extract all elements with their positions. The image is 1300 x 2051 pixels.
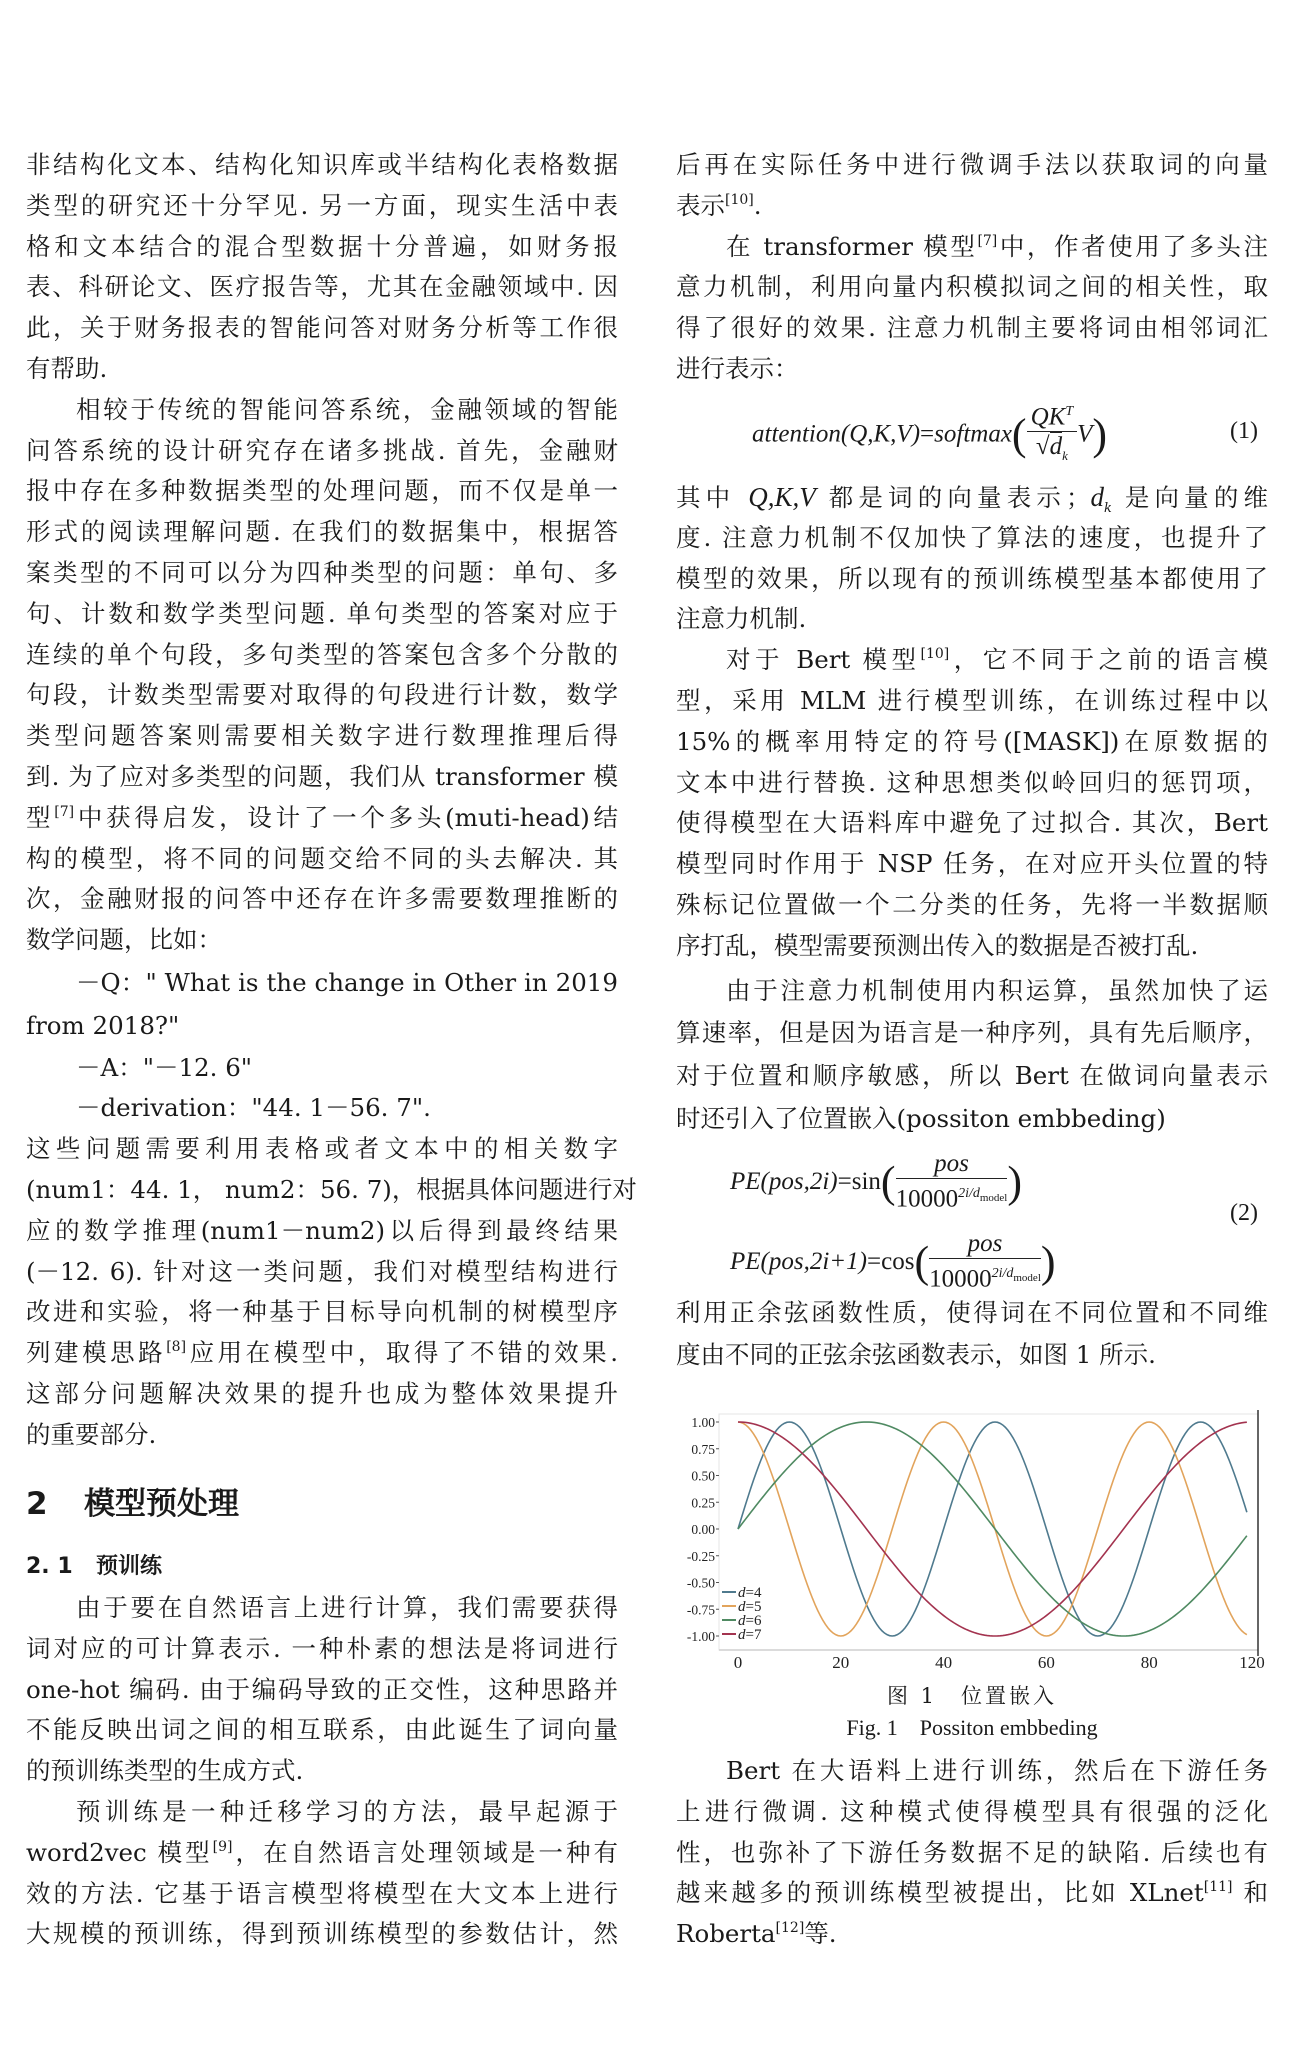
paragraph-line [676,1917,1268,1951]
paragraph-line: 句、计数和数学类型问题. 单句类型的答案对应于 [26,598,618,628]
paragraph-line: 类型的研究还十分罕见. 另一方面，现实生活中表 [26,190,618,220]
line-text: 对于 Bert 模型 [726,645,921,675]
paragraph-line [676,643,1268,677]
eq1-tail: V [1077,420,1093,448]
paragraph-line: 构的模型，将不同的问题交给不同的头去解决. 其 [26,843,618,873]
eq2-line2-fraction [929,1230,1041,1294]
eq2-line1-denominator [896,1179,1008,1214]
paragraph-line: 上进行微调. 这种模式使得模型具有很强的泛化 [676,1796,1268,1826]
example-question-line: －Q：" What is the change in Other in 2019 [76,968,618,997]
subsection-number: 2. 1 [26,1554,73,1579]
paragraph-line: 形式的阅读理解问题. 在我们的数据集中，根据答 [26,517,618,547]
eq2-line2-den-base: 10000 [929,1265,992,1293]
equation-2-line-2 [730,1230,1056,1294]
paragraph-line [26,1836,618,1870]
eq1-numerator [1027,398,1078,432]
y-tick-label: 0.25 [691,1495,715,1511]
paragraph-line: 15%的概率用特定的符号([MASK])在原数据的 [676,726,1268,756]
line-text: 都是词的向量表示； [815,483,1091,512]
paragraph-line: 性，也弥补了下游任务数据不足的缺陷. 后续也有 [676,1837,1268,1867]
example-question-line: from 2018?" [26,1010,180,1040]
paragraph-line: 型，采用 MLM 进行模型训练，在训练过程中以 [676,686,1268,715]
line-text: 是向量的维 [1111,483,1268,512]
paragraph-line: 预训练是一种迁移学习的方法，最早起源于 [76,1797,618,1826]
figure-caption-en: Fig. 1 Possiton embbeding [846,1715,1098,1740]
legend-label-var: d [738,1627,746,1643]
paragraph-line: (－12. 6). 针对这一类问题，我们对模型结构进行 [26,1256,618,1286]
paragraph-line: 类型问题答案则需要相关数字进行数理推理后得 [26,721,618,751]
paragraph-line: 问答系统的设计研究存在诸多挑战. 首先，金融财 [26,435,618,465]
legend-label-var: d [738,1599,746,1615]
paragraph-line: 次，金融财报的问答中还存在许多需要数理推断的 [26,884,618,914]
paragraph-line [26,801,618,835]
eq1-right-paren: ) [1092,410,1108,460]
legend-label-value: =6 [745,1613,762,1629]
legend-label-value: =5 [745,1599,762,1615]
paragraph-line: 案类型的不同可以分为四种类型的问题：单句、多 [26,558,618,587]
paragraph-line: 后再在实际任务中进行微调手法以获取词的向量 [676,150,1268,179]
y-tick-label: -0.50 [686,1575,715,1591]
y-tick-label: 0.00 [691,1522,715,1537]
eq2-line1-numerator: pos [896,1150,1008,1179]
eq1-num-text: QK [1030,403,1066,431]
paragraph-line: 度. 注意力机制不仅加快了算法的速度，也提升了 [676,522,1268,552]
eq2-line2-left-paren: ( [914,1237,930,1287]
line-text: 应用在模型中，取得了不错的效果. [186,1338,619,1368]
eq1-lhs: attention(Q,K,V) [752,420,921,448]
line-text: Roberta [676,1919,776,1949]
eq2-line1-right-paren: ) [1007,1157,1022,1207]
eq2-line2-fn: =cos [867,1248,915,1276]
paragraph-line: 由于要在自然语言上进行计算，我们需要获得 [76,1593,618,1622]
line-text: word2vec 模型 [26,1837,213,1867]
paragraph-line: 对于位置和顺序敏感，所以 Bert 在做词向量表示 [676,1061,1268,1091]
citation-ref: [10] [920,646,950,663]
citation-ref: [7] [54,803,75,820]
paragraph-line: 报中存在多种数据类型的处理问题，而不仅是单一 [26,476,618,506]
y-tick-label: -0.25 [686,1548,715,1564]
paragraph-line: 使得模型在大语料库中避免了过拟合. 其次，Bert [676,808,1268,838]
paragraph-line: 这部分问题解决效果的提升也成为整体效果提升 [26,1379,618,1408]
eq2-line1-lhs: PE(pos,2i) [730,1168,838,1196]
figure-caption-cn: 图 1 位置嵌入 [886,1684,1058,1708]
legend-label [738,1627,762,1643]
line-text: 其中 [676,483,749,512]
line-text: 型 [26,802,55,832]
paragraph-line: 格和文本结合的混合型数据十分普遍，如财务报 [26,231,618,261]
math-d: d [1090,482,1105,512]
equation-2-number: (2) [1230,1200,1258,1226]
citation-ref: [10] [725,191,754,208]
math-d-sub: k [1104,500,1112,516]
paragraph-line [676,230,1268,264]
citation-ref: [7] [977,232,998,249]
line-text: 在 transformer 模型 [726,231,978,261]
paragraph-line: 的重要部分. [26,1419,157,1449]
paragraph-line: 有帮助. [26,354,108,383]
line-text: 和 [1232,1878,1268,1908]
eq2-line1-den-base: 10000 [895,1185,959,1213]
eq2-line2-lhs: PE(pos,2i+1) [730,1248,867,1276]
paragraph-line: 数学问题，比如： [26,925,222,955]
paragraph-line: 此，关于财务报表的智能问答对财务分析等工作很 [26,313,618,343]
citation-ref: [11] [1203,1879,1233,1896]
paragraph-line: 模型同时作用于 NSP 任务，在对应开头位置的特 [676,849,1268,879]
eq1-num-sup: T [1065,404,1074,419]
eq2-line1-den-exp-sub: model [979,1191,1008,1204]
eq2-line2-den-exp-text: 2i/d [991,1266,1014,1281]
line-text: 中，作者使用了多头注 [997,231,1268,261]
math-qkv: Q,K,V [748,482,816,512]
citation-ref: [8] [166,1339,187,1356]
line-text: 表示 [676,190,725,220]
eq2-line1-den-exp [958,1186,1008,1204]
eq1-den-text: d [1049,433,1063,461]
y-tick-label: -0.75 [686,1602,715,1618]
equation-1-number: (1) [1230,418,1258,444]
paragraph-line: 进行表示： [676,354,799,383]
paragraph-line: 不能反映出词之间的相互联系，由此诞生了词向量 [26,1715,618,1745]
y-tick-label: 0.75 [691,1441,715,1457]
position-embedding-chart [676,1400,1276,1680]
eq1-equals: = [920,420,935,448]
paragraph-line: 词对应的可计算表示. 一种朴素的想法是将词进行 [26,1633,618,1663]
section-heading [26,1482,239,1526]
paragraph-line: 句段，计数类型需要对取得的句段进行计数，数学 [26,680,618,710]
line-text: 列建模思路 [26,1338,167,1368]
paragraph-line: 改进和实验，将一种基于目标导向机制的树模型序 [26,1297,618,1327]
paragraph-line: 得了很好的效果. 注意力机制主要将词由相邻词汇 [676,313,1268,343]
paragraph-line: (num1：44. 1， num2：56. 7)，根据具体问题进行对 [26,1175,637,1204]
equation-1 [752,398,1107,470]
eq2-line1-fraction [896,1150,1008,1214]
paragraph-line: 意力机制，利用向量内积模拟词之间的相关性，取 [676,272,1268,302]
citation-ref: [12] [775,1920,805,1937]
line-text: 等. [804,1919,837,1949]
paragraph-line: 序打乱，模型需要预测出传入的数据是否被打乱. [676,930,1199,960]
eq1-den-sub: k [1062,448,1068,464]
eq2-line2-den-exp-sub: model [1013,1271,1041,1284]
citation-ref: [9] [212,1838,233,1855]
y-tick-label: 0.50 [691,1468,715,1484]
y-tick-label: -1.00 [686,1629,715,1644]
eq2-line2-den-exp [991,1266,1041,1284]
paragraph-line: 相较于传统的智能问答系统，金融领域的智能 [76,394,618,424]
paragraph-line [676,189,1268,223]
paragraph-line: 连续的单个句段，多句类型的答案包含多个分散的 [26,639,618,669]
legend-label-var: d [738,1585,746,1601]
line-text: . [753,190,762,220]
x-tick-label: 20 [832,1653,850,1672]
x-tick-label: 80 [1140,1653,1158,1672]
paragraph-line: 非结构化文本、结构化知识库或半结构化表格数据 [26,150,618,179]
eq1-left-paren: ( [1011,410,1027,460]
paragraph-line: 到. 为了应对多类型的问题，我们从 transformer 模 [26,762,618,791]
equation-2-line-1 [730,1150,1022,1214]
example-answer-line: －A："－12. 6" [76,1052,253,1082]
paragraph-line: one-hot 编码. 由于编码导致的正交性，这种思路并 [26,1674,618,1704]
x-tick-label: 120 [1239,1653,1265,1672]
paragraph-line: 算速率，但是因为语言是一种序列，具有先后顺序， [676,1018,1268,1048]
example-derivation-line: －derivation："44. 1－56. 7". [76,1093,431,1123]
eq2-line2-numerator: pos [929,1230,1041,1259]
x-tick-label: 40 [935,1653,953,1672]
paragraph-line [26,1336,618,1370]
paragraph-line: 的预训练类型的生成方式. [26,1756,304,1786]
section-number: 2 [26,1486,48,1522]
paragraph-line: 利用正余弦函数性质，使得词在不同位置和不同维 [676,1298,1268,1327]
eq1-fraction [1027,398,1078,471]
legend-label-value: =7 [745,1627,762,1643]
paragraph-line: 大规模的预训练，得到预训练模型的参数估计，然 [26,1919,618,1949]
line-text: ，它不同于之前的语言模 [949,645,1268,675]
paragraph-line: Bert 在大语料上进行训练，然后在下游任务 [726,1756,1268,1785]
paragraph-line: 文本中进行替换. 这种思想类似岭回归的惩罚项， [676,767,1268,797]
section-title: 模型预处理 [84,1486,239,1522]
line-text: ，在自然语言处理领域是一种有 [232,1837,619,1867]
paragraph-line: 效的方法. 它基于语言模型将模型在大文本上进行 [26,1878,618,1908]
y-tick-label: 1.00 [691,1415,715,1430]
paragraph-line: 时还引入了位置嵌入(possiton embbeding) [676,1104,1166,1133]
eq1-fn: softmax [934,420,1012,448]
paragraph-line: 度由不同的正弦余弦函数表示，如图 1 所示. [676,1339,1156,1369]
eq2-line1-fn: =sin [837,1168,881,1196]
paragraph-line: 由于注意力机制使用内积运算，虽然加快了运 [726,975,1268,1005]
paragraph-line: 殊标记位置做一个二分类的任务，先将一半数据顺 [676,890,1268,919]
line-text: 中获得启发，设计了一个多头(muti-head)结 [74,802,618,832]
eq1-denominator: $√d_k$ [1035,433,1068,464]
paragraph-line: 模型的效果，所以现有的预训练模型基本都使用了 [676,563,1268,593]
paragraph-line: 表、科研论文、医疗报告等，尤其在金融领域中. 因 [26,272,618,302]
line-text: 越来越多的预训练模型被提出，比如 XLnet [676,1878,1204,1908]
legend-label-value: =4 [745,1585,762,1601]
eq2-line1-left-paren: ( [880,1157,896,1207]
x-tick-label: 0 [733,1653,743,1672]
paragraph-line: 这些问题需要利用表格或者文本中的相关数字 [26,1134,618,1164]
paragraph-line: 注意力机制. [676,604,807,634]
legend-label-var: d [738,1613,746,1629]
eq2-line2-denominator [929,1259,1041,1294]
paragraph-line: 应的数学推理(num1－num2)以后得到最终结果 [26,1215,618,1245]
subsection-heading [26,1550,162,1584]
eq2-line1-den-exp-text: 2i/d [958,1186,980,1201]
paragraph-line [676,480,1268,514]
eq2-line2-right-paren: ) [1040,1237,1056,1287]
paragraph-line [676,1876,1268,1910]
x-tick-label: 60 [1037,1653,1055,1672]
subsection-title: 预训练 [96,1554,163,1579]
